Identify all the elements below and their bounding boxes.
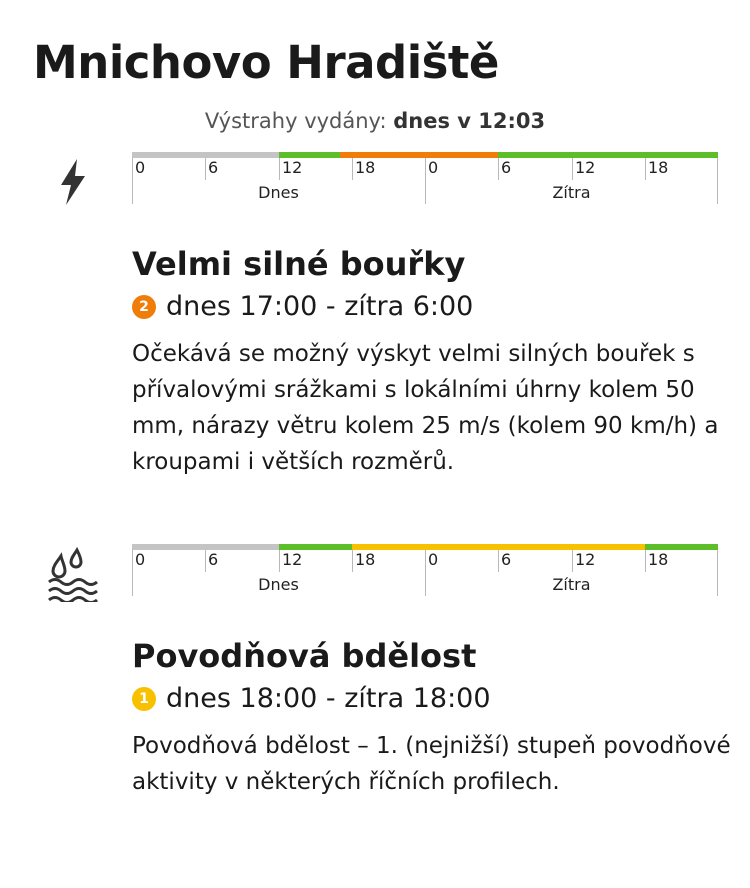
page-title: Mnichovo Hradiště bbox=[33, 36, 499, 89]
warning-description: Očekává se možný výskyt velmi silných bouřek s přívalovými srážkami s lokálními úhrny kolem 50 mm, nárazy větru kolem 25 m/s (kolem 90 km/h) a kroupami i větších rozměrů. bbox=[132, 341, 719, 475]
timeline-hour-label: 18 bbox=[355, 158, 376, 177]
timeline-hour-label: 12 bbox=[282, 550, 303, 569]
warning-level-badge: 2 bbox=[132, 295, 156, 319]
timeline-hour-label: 0 bbox=[428, 158, 439, 177]
timeline-hour-label: 12 bbox=[575, 158, 596, 177]
issued-info bbox=[0, 107, 750, 135]
warning-timeline bbox=[132, 544, 718, 599]
warning-period-text: dnes 17:00 - zítra 6:00 bbox=[166, 291, 474, 322]
issued-prefix: Výstrahy vydány: bbox=[204, 109, 387, 133]
timeline-segment bbox=[498, 152, 718, 158]
timeline-hour-label: 0 bbox=[135, 550, 146, 569]
warning-title: Povodňová bdělost bbox=[132, 637, 477, 675]
warning-period bbox=[132, 288, 732, 326]
warning-title: Velmi silné bouřky bbox=[132, 245, 466, 283]
warning-timeline bbox=[132, 152, 718, 207]
lightning-icon bbox=[44, 152, 102, 212]
timeline-hour-label: 12 bbox=[282, 158, 303, 177]
timeline-hour-label: 6 bbox=[208, 158, 219, 177]
timeline-hour-label: 0 bbox=[428, 550, 439, 569]
timeline-day-label: Dnes bbox=[258, 575, 299, 594]
timeline-day-label: Dnes bbox=[258, 183, 299, 202]
timeline-hour-label: 6 bbox=[208, 550, 219, 569]
warning-storms bbox=[132, 244, 732, 480]
warning-period bbox=[132, 680, 732, 718]
timeline-day-label: Zítra bbox=[552, 183, 591, 202]
flood-icon bbox=[44, 544, 102, 604]
timeline-hour-label: 12 bbox=[575, 550, 596, 569]
issued-time: dnes v 12:03 bbox=[393, 109, 546, 133]
warning-flood bbox=[132, 636, 732, 800]
timeline-hour-label: 6 bbox=[501, 550, 512, 569]
timeline-hour-label: 6 bbox=[501, 158, 512, 177]
warning-level-badge: 1 bbox=[132, 687, 156, 711]
timeline-hour-label: 0 bbox=[135, 158, 146, 177]
timeline-hour-label: 18 bbox=[648, 550, 669, 569]
warning-period-text: dnes 18:00 - zítra 18:00 bbox=[166, 683, 491, 714]
warning-description: Povodňová bdělost – 1. (nejnižší) stupeň povodňové aktivity v některých říčních profilech. bbox=[132, 733, 731, 795]
timeline-hour-label: 18 bbox=[648, 158, 669, 177]
timeline-hour-label: 18 bbox=[355, 550, 376, 569]
timeline-day-label: Zítra bbox=[552, 575, 591, 594]
